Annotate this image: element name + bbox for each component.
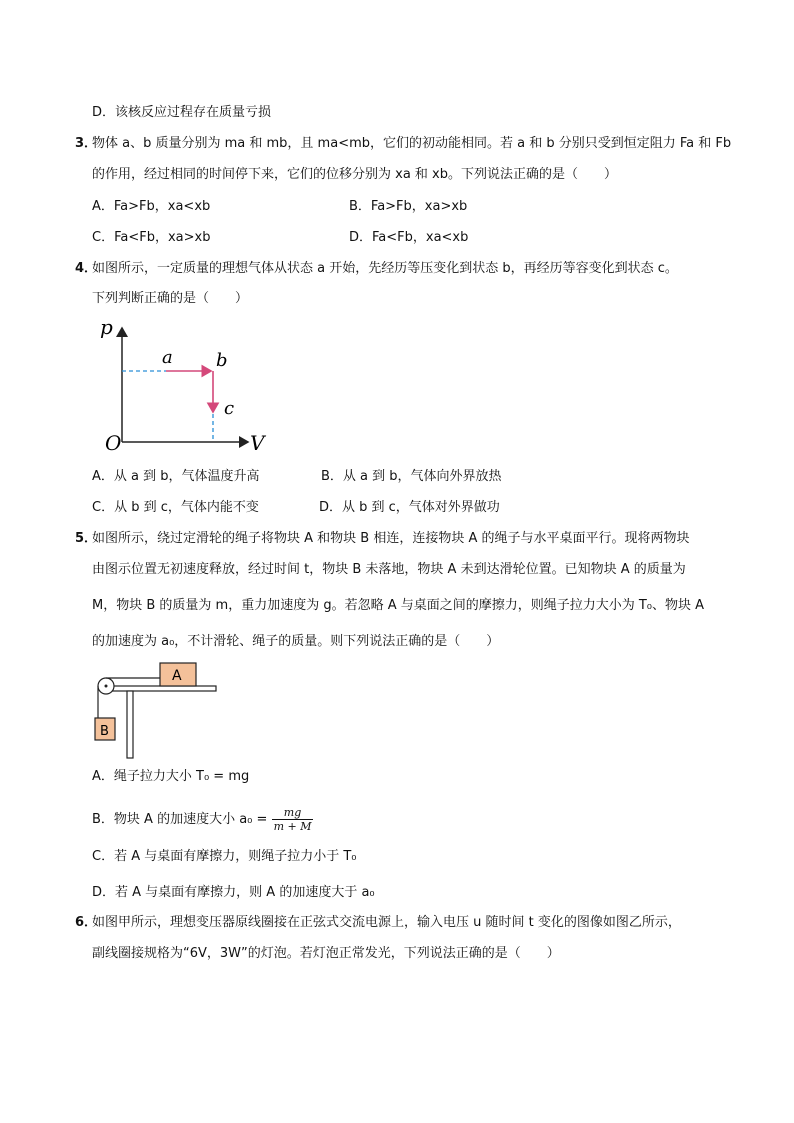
q6-number: 6．: [75, 915, 98, 930]
q4-stem-line1: 如图所示，一定质量的理想气体从状态 a 开始，先经历等压变化到状态 b，再经历等容变化到状态 c。: [92, 261, 678, 276]
q3-number: 3．: [75, 136, 98, 151]
q3-stem-line2: 的作用，经过相同的时间停下来，它们的位移分别为 xa 和 xb。下列说法正确的是（ ）: [92, 167, 618, 182]
label-v: V: [250, 431, 265, 455]
q2-option-d: D．该核反应过程存在质量亏损: [92, 105, 272, 120]
fraction-numerator: mg: [272, 806, 314, 820]
pv-graph: [100, 315, 280, 455]
table-top: [110, 686, 216, 691]
block-b-label: B: [100, 724, 109, 739]
q3-option-a: A．Fa>Fb，xa<xb: [92, 199, 211, 214]
q5-number: 5．: [75, 531, 98, 546]
q5-stem-line3: M，物块 B 的质量为 m，重力加速度为 g。若忽略 A 与桌面之间的摩擦力，则绳子拉力大小为 T₀、物块 A: [92, 598, 705, 613]
q5-stem-line4: 的加速度为 a₀，不计滑轮、绳子的质量。则下列说法正确的是（ ）: [92, 634, 500, 649]
q5-option-d: D．若 A 与桌面有摩擦力，则 A 的加速度大于 a₀: [92, 885, 375, 900]
table-leg: [127, 691, 133, 758]
q4-option-c: C．从 b 到 c，气体内能不变: [92, 500, 259, 515]
q6-stem-line2: 副线圈接规格为“6V，3W”的灯泡。若灯泡正常发光，下列说法正确的是（ ）: [92, 946, 560, 961]
label-p: p: [100, 315, 113, 339]
label-c: c: [224, 398, 235, 419]
q3-option-b: B．Fa>Fb，xa>xb: [349, 199, 468, 214]
q4-option-b: B．从 a 到 b，气体向外界放热: [321, 469, 502, 484]
q5-stem-line2: 由图示位置无初速度释放，经过时间 t，物块 B 未落地，物块 A 未到达滑轮位置。已知物块 A 的质量为: [92, 562, 686, 577]
pulley-figure: [92, 660, 222, 760]
q5-option-b-fraction: [272, 806, 314, 833]
q5-option-b-text: B．物块 A 的加速度大小 a₀ =: [92, 812, 268, 827]
q3-option-d: D．Fa<Fb，xa<xb: [349, 230, 469, 245]
q4-stem-line2: 下列判断正确的是（ ）: [92, 291, 249, 306]
q3-option-c: C．Fa<Fb，xa>xb: [92, 230, 211, 245]
q4-option-a: A．从 a 到 b，气体温度升高: [92, 469, 260, 484]
q4-number: 4．: [75, 261, 98, 276]
label-origin: O: [105, 431, 122, 455]
pulley-axle: [105, 685, 108, 688]
q5-option-c: C．若 A 与桌面有摩擦力，则绳子拉力小于 T₀: [92, 849, 357, 864]
q5-option-a: A．绳子拉力大小 T₀ = mg: [92, 769, 250, 784]
q4-option-d: D．从 b 到 c，气体对外界做功: [319, 500, 500, 515]
label-a: a: [162, 347, 173, 368]
q5-option-b: [92, 805, 313, 835]
fraction-denominator: m + M: [273, 820, 312, 833]
q3-stem-line1: 物体 a、b 质量分别为 ma 和 mb，且 ma<mb，它们的初动能相同。若 a 和 b 分别只受到恒定阻力 Fa 和 Fb: [92, 136, 732, 151]
q6-stem-line1: 如图甲所示，理想变压器原线圈接在正弦式交流电源上，输入电压 u 随时间 t 变化的图像如图乙所示，: [92, 915, 681, 930]
block-a-label: A: [172, 668, 182, 684]
label-b: b: [216, 350, 228, 371]
q5-stem-line1: 如图所示，绕过定滑轮的绳子将物块 A 和物块 B 相连，连接物块 A 的绳子与水平桌面平行。现将两物块: [92, 531, 690, 546]
